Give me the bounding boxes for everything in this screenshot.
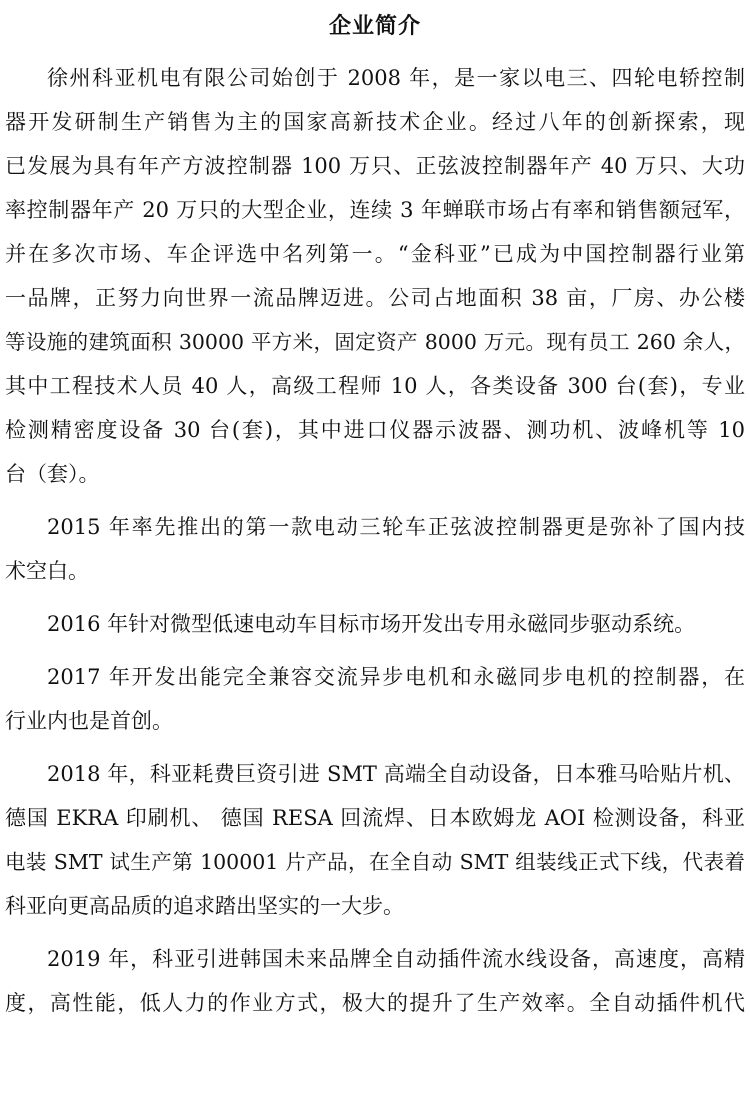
text-line: 2016 年针对微型低速电动车目标市场开发出专用永磁同步驱动系统。 <box>47 612 696 636</box>
text-line: 并在多次市场、车企评选中名列第一。“金科亚”已成为中国控制器行业第 <box>5 242 745 266</box>
text-line: 2018 年，科亚耗费巨资引进 SMT 高端全自动设备，日本雅马哈贴片机、 <box>47 762 745 786</box>
text-line: 电装 SMT 试生产第 100001 片产品，在全自动 SMT 组装线正式下线，代表着 <box>5 850 745 874</box>
text-line: 德国 EKRA 印刷机、 德国 RESA 回流焊、日本欧姆龙 AOI 检测设备，科亚 <box>5 806 745 830</box>
text-line: 2017 年开发出能完全兼容交流异步电机和永磁同步电机的控制器，在 <box>47 665 745 689</box>
text-line: 台（套）。 <box>5 462 100 486</box>
text-line: 等设施的建筑面积 30000 平方米，固定资产 8000 万元。现有员工 260 余人， <box>5 330 745 354</box>
text-line: 行业内也是首创。 <box>5 709 173 733</box>
text-line: 已发展为具有年产方波控制器 100 万只、正弦波控制器年产 40 万只、大功 <box>5 154 745 178</box>
page-title: 企业简介 <box>328 14 421 39</box>
document-body <box>5 56 745 1034</box>
paragraph-2015 <box>5 505 745 593</box>
text-line: 一品牌，正努力向世界一流品牌迈进。公司占地面积 38 亩，厂房、办公楼 <box>5 286 745 310</box>
paragraph-2019 <box>5 937 745 1025</box>
text-line: 徐州科亚机电有限公司始创于 2008 年，是一家以电三、四轮电轿控制 <box>47 66 745 90</box>
text-line: 术空白。 <box>5 559 89 583</box>
paragraph-2018 <box>5 752 745 928</box>
text-line: 科亚向更高品质的追求踏出坚实的一大步。 <box>5 894 404 918</box>
text-line: 率控制器年产 20 万只的大型企业，连续 3 年蝉联市场占有率和销售额冠军， <box>5 198 745 222</box>
text-line: 其中工程技术人员 40 人，高级工程师 10 人，各类设备 300 台(套)，专业 <box>5 374 745 398</box>
paragraph-company-overview <box>5 56 745 496</box>
text-line: 器开发研制生产销售为主的国家高新技术企业。经过八年的创新探索，现 <box>5 110 745 134</box>
text-line: 2019 年，科亚引进韩国未来品牌全自动插件流水线设备，高速度，高精 <box>47 947 745 971</box>
text-line: 2015 年率先推出的第一款电动三轮车正弦波控制器更是弥补了国内技 <box>47 515 745 539</box>
text-line: 度，高性能，低人力的作业方式，极大的提升了生产效率。全自动插件机代 <box>5 991 745 1015</box>
text-line: 检测精密度设备 30 台(套)，其中进口仪器示波器、测功机、波峰机等 10 <box>5 418 745 442</box>
paragraph-2017 <box>5 655 745 743</box>
paragraph-2016 <box>5 602 745 646</box>
